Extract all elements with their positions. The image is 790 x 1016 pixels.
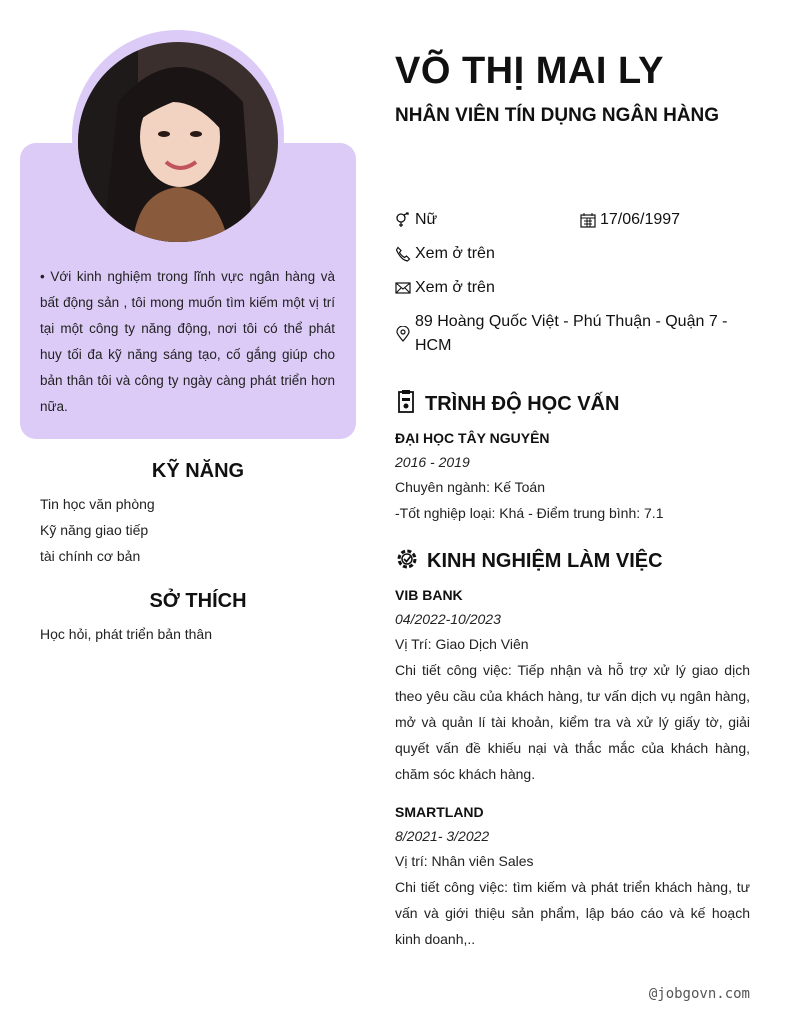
- avatar: [78, 42, 278, 242]
- job-entry: [395, 583, 750, 787]
- skills-list: [40, 491, 340, 569]
- school-name: ĐẠI HỌC TÂY NGUYÊN: [395, 430, 550, 446]
- hobby-item: Học hỏi, phát triển bản thân: [40, 626, 213, 642]
- gender-value: Nữ: [415, 211, 438, 228]
- education-major: Chuyên ngành: Kế Toán: [395, 479, 545, 495]
- location-icon: [395, 326, 411, 342]
- calendar-icon: [580, 212, 596, 228]
- education-grade: -Tốt nghiệp loại: Khá - Điểm trung bình: 7.1: [395, 505, 664, 521]
- address-value: 89 Hoàng Quốc Việt - Phú Thuận - Quận 7 - HCM: [415, 313, 728, 354]
- job-details: Chi tiết công việc: tìm kiếm và phát triển khách hàng, tư vấn và giới thiệu sản phẩm, lập báo cáo và kế hoạch kinh doanh,..: [395, 879, 750, 947]
- address-field: [395, 310, 735, 358]
- avatar-illustration: [78, 42, 278, 242]
- hobbies-heading: SỞ THÍCH: [149, 590, 247, 612]
- email-field: [395, 276, 750, 300]
- job-title: NHÂN VIÊN TÍN DỤNG NGÂN HÀNG: [395, 105, 720, 126]
- experience-icon: [395, 547, 419, 571]
- gender-field: [395, 208, 565, 232]
- experience-heading: [395, 547, 663, 573]
- job-entry: [395, 800, 750, 952]
- phone-field: [395, 242, 750, 266]
- company-name: SMARTLAND: [395, 804, 484, 820]
- dob-value: 17/06/1997: [600, 211, 681, 228]
- email-icon: [395, 280, 411, 296]
- email-value: Xem ở trên: [415, 279, 495, 296]
- watermark: @jobgovn.com: [648, 986, 750, 1002]
- job-period: 8/2021- 3/2022: [395, 828, 490, 844]
- full-name: VÕ THỊ MAI LY: [395, 50, 665, 92]
- education-heading: [395, 390, 619, 416]
- gender-icon: [395, 212, 411, 228]
- job-period: 04/2022-10/2023: [395, 611, 501, 627]
- skill-item: Kỹ năng giao tiếp: [40, 522, 149, 538]
- education-icon: [395, 390, 417, 414]
- skill-item: Tin học văn phòng: [40, 496, 155, 512]
- job-position: Vị Trí: Giao Dịch Viên: [395, 636, 529, 652]
- education-period: 2016 - 2019: [395, 454, 470, 470]
- education-title: TRÌNH ĐỘ HỌC VẤN: [425, 393, 620, 415]
- phone-value: Xem ở trên: [415, 245, 495, 262]
- education-block: [395, 426, 750, 526]
- skills-heading: KỸ NĂNG: [151, 460, 245, 482]
- job-position: Vị trí: Nhân viên Sales: [395, 853, 534, 869]
- company-name: VIB BANK: [395, 587, 463, 603]
- job-details: Chi tiết công việc: Tiếp nhận và hỗ trợ xử lý giao dịch theo yêu cầu của khách hàng, tư vấn dịch vụ ngân hàng, mở và quản lí tài khoản, kiểm tra và xử lý giấy tờ, giải quyết vấn đề khiếu nại và thắc mắc của khách hàng, chăm sóc khách hàng.: [395, 662, 750, 782]
- hobbies-list: [40, 621, 340, 647]
- career-summary: • Với kinh nghiệm trong lĩnh vực ngân hàng và bất động sản , tôi mong muốn tìm kiếm một vị trí tại một công ty năng động, nơi tôi có thể phát huy tối đa kỹ năng sáng tạo, cố gắng giúp cho bản thân tôi và công ty ngày càng phát triển hơn nữa.: [40, 269, 335, 414]
- experience-title: KINH NGHIỆM LÀM VIỆC: [427, 550, 663, 572]
- skill-item: tài chính cơ bản: [40, 548, 141, 564]
- dob-field: [580, 208, 750, 232]
- phone-icon: [395, 246, 411, 262]
